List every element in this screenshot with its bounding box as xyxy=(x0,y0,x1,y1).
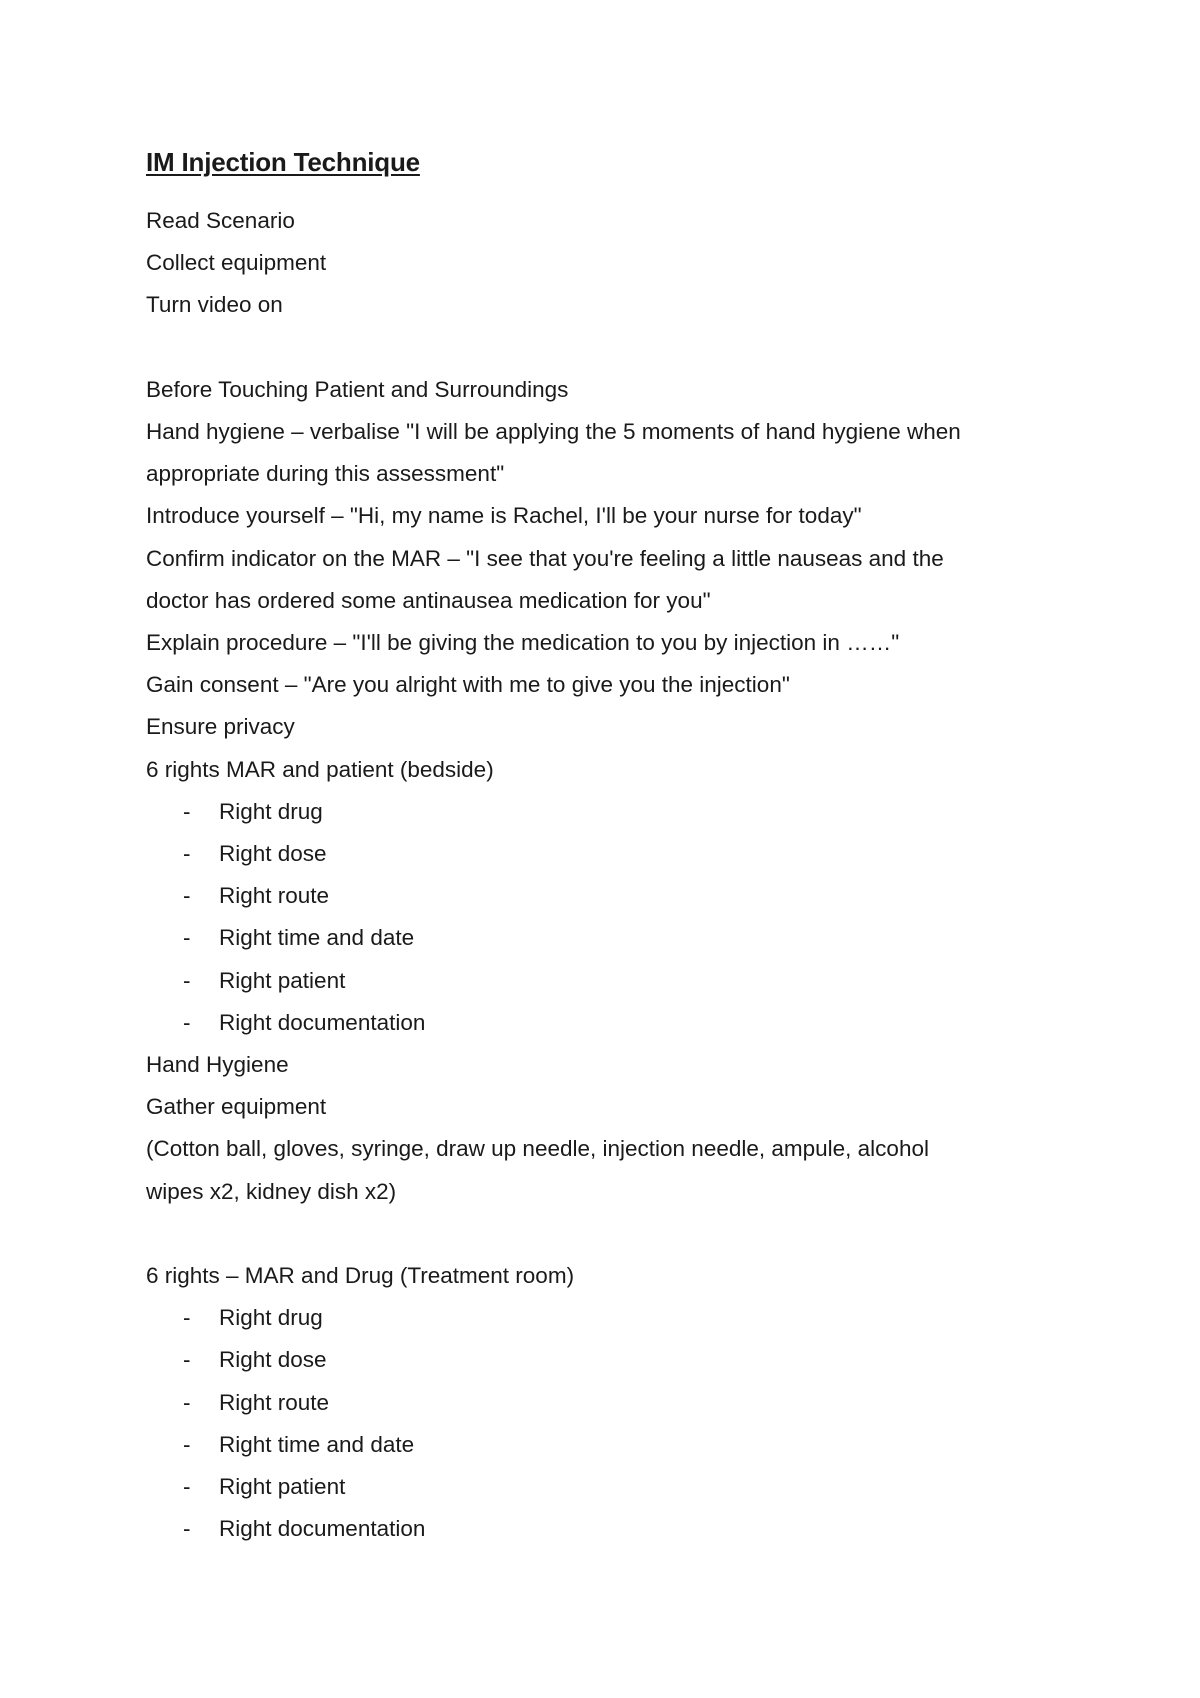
step-line: Explain procedure – "I'll be giving the medication to you by injection in ……" xyxy=(146,630,900,656)
list-item-label: Right time and date xyxy=(219,925,415,951)
list-item-label: Right patient xyxy=(219,967,346,993)
intro-line: Read Scenario xyxy=(146,208,295,233)
equipment-line: (Cotton ball, gloves, syringe, draw up needle, injection needle, ampule, alcohol xyxy=(146,1136,929,1162)
list-item-label: Right dose xyxy=(219,841,327,867)
list-item-label: Right route xyxy=(219,1389,330,1415)
step-line: Hand Hygiene xyxy=(146,1052,289,1078)
intro-line: Collect equipment xyxy=(146,250,327,276)
step-line: Introduce yourself – "Hi, my name is Rachel, I'll be your nurse for today" xyxy=(146,503,862,529)
step-line: Ensure privacy xyxy=(146,714,295,740)
dash-bullet: - xyxy=(183,798,191,824)
list-item-label: Right dose xyxy=(219,1347,327,1373)
section-heading: Before Touching Patient and Surroundings xyxy=(146,376,569,402)
list-item xyxy=(146,917,1066,959)
section-heading: 6 rights – MAR and Drug (Treatment room) xyxy=(146,1263,575,1289)
step-line: doctor has ordered some antinausea medication for you" xyxy=(146,587,711,613)
rights-list-treatment-room xyxy=(146,1297,1066,1550)
list-item xyxy=(146,1297,1066,1339)
dash-bullet: - xyxy=(183,841,191,867)
step-line: Hand hygiene – verbalise "I will be applying the 5 moments of hand hygiene when xyxy=(146,419,961,444)
list-item xyxy=(146,1382,1066,1424)
intro-line: Turn video on xyxy=(146,292,283,318)
step-line: Gather equipment xyxy=(146,1094,327,1120)
step-line: Gain consent – "Are you alright with me to give you the injection" xyxy=(146,672,790,698)
dash-bullet: - xyxy=(183,1389,191,1415)
dash-bullet: - xyxy=(183,1431,191,1457)
list-item xyxy=(146,1339,1066,1381)
document-page xyxy=(146,138,1066,1550)
dash-bullet: - xyxy=(183,883,191,909)
list-item xyxy=(146,960,1066,1002)
list-item-label: Right documentation xyxy=(219,1516,426,1542)
list-item xyxy=(146,1508,1066,1550)
list-item xyxy=(146,875,1066,917)
dash-bullet: - xyxy=(183,967,191,993)
list-item-label: Right drug xyxy=(219,1305,323,1331)
dash-bullet: - xyxy=(183,1009,191,1035)
document-title: IM Injection Technique xyxy=(146,147,420,177)
dash-bullet: - xyxy=(183,1347,191,1373)
rights-list-bedside xyxy=(146,791,1066,1044)
list-item xyxy=(146,1002,1066,1044)
list-item-label: Right route xyxy=(219,883,330,909)
list-item-label: Right patient xyxy=(219,1474,346,1500)
list-item xyxy=(146,833,1066,875)
step-line: appropriate during this assessment" xyxy=(146,461,505,487)
list-item xyxy=(146,791,1066,833)
step-line: 6 rights MAR and patient (bedside) xyxy=(146,756,494,782)
dash-bullet: - xyxy=(183,1305,191,1331)
blank-line xyxy=(146,327,1066,369)
blank-line xyxy=(146,1213,1066,1255)
dash-bullet: - xyxy=(183,1516,191,1542)
equipment-line: wipes x2, kidney dish x2) xyxy=(146,1178,397,1204)
list-item-label: Right time and date xyxy=(219,1431,415,1457)
list-item-label: Right documentation xyxy=(219,1009,426,1035)
list-item-label: Right drug xyxy=(219,798,323,824)
dash-bullet: - xyxy=(183,925,191,951)
list-item xyxy=(146,1466,1066,1508)
step-line: Confirm indicator on the MAR – "I see that you're feeling a little nauseas and the xyxy=(146,545,944,571)
list-item xyxy=(146,1424,1066,1466)
dash-bullet: - xyxy=(183,1474,191,1500)
